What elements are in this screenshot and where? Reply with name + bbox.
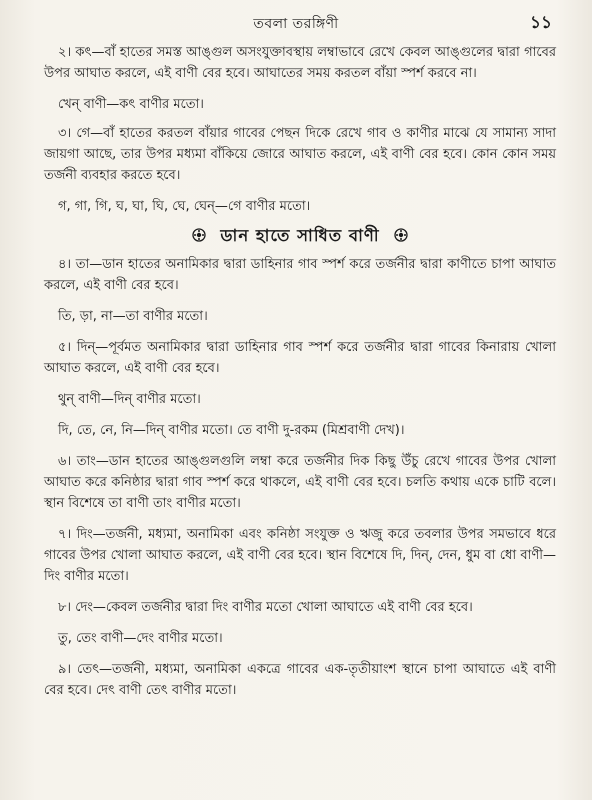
paragraph-bol-tet: ৯। তেৎ—তর্জনী, মধ্যমা, অনামিকা একত্রে গাবের এক-তৃতীয়াংশ স্থানে চাপা আঘাতে এই বাণী বের হবে। দেৎ বাণী তেৎ বাণীর মতো। <box>44 662 556 698</box>
paragraph-di-variants: দি, তে, নে, নি—দিন্ বাণীর মতো। তে বাণী দু-রকম (মিশ্রবাণী দেখ)। <box>58 423 405 438</box>
paragraph-bol-kat: ২। কৎ—বাঁ হাতের সমস্ত আঙ্গুল অসংযুক্তাবস্থায় লম্বাভাবে রেখে কেবল আঙ্গুলের দ্বারা গাবের উপর আঘাত করলে, এই বাণী বের হবে। আঘাতের সময় করতল বাঁয়া স্পর্শ করবে না। <box>44 45 556 81</box>
paragraph-bol-deng: ৮। দেং—কেবল তর্জনীর দ্বারা দিং বাণীর মতো খোলা আঘাতে এই বাণী বের হবে। <box>58 600 473 615</box>
star-flower-ornament-icon <box>192 228 206 242</box>
running-title: তবলা তরঙ্গিণী <box>253 16 339 32</box>
paragraph-khen: খেন্ বাণী—কৎ বাণীর মতো। <box>58 97 204 112</box>
paragraph-ti-variants: তি, ড়া, না—তা বাণীর মতো। <box>58 309 208 324</box>
paragraph-bol-din: ৫। দিন্—পূর্বমত অনামিকার দ্বারা ডাহিনার গাব স্পর্শ করে তর্জনীর দ্বারা গাবের কিনারায় খোলা আঘাত করলে, এই বাণী বের হবে। <box>44 340 556 376</box>
paragraph-tu-variants: তু, তেং বাণী—দেং বাণীর মতো। <box>58 631 223 646</box>
paragraph-ga-variants: গ, গা, গি, ঘ, ঘা, ঘি, ঘে, ঘেন্—গে বাণীর মতো। <box>58 199 311 214</box>
paragraph-bol-ge: ৩। গে—বাঁ হাতের করতল বাঁয়ার গাবের পেছন দিকে রেখে গাব ও কাণীর মাঝে যে সামান্য সাদা জায়গা আছে, তার উপর মধ্যমা বাঁকিয়ে জোরে আঘাত করলে, এই বাণী বের হবে। কোন কোন সময় তর্জনী ব্যবহার করতে হবে। <box>44 126 556 183</box>
page-header <box>0 10 592 36</box>
page-body <box>44 42 556 711</box>
star-flower-ornament-icon <box>394 228 408 242</box>
paragraph-bol-tang: ৬। তাং—ডান হাতের আঙ্গুলগুলি লম্বা করে তর্জনীর দিক কিছু উঁচু রেখে গাবের উপর খোলা আঘাত করে কনিষ্ঠার দ্বারা গাব স্পর্শ করে থাকলে, এই বাণী বের হবে। চলতি কথায় একে চাটি বলে। স্থান বিশেষে তা বাণী তাং বাণীর মতো। <box>44 454 556 511</box>
paragraph-bol-ta: ৪। তা—ডান হাতের অনামিকার দ্বারা ডাহিনার গাব স্পর্শ করে তর্জনীর দ্বারা কাণীতে চাপা আঘাত করলে, এই বাণী বের হবে। <box>44 257 556 293</box>
section-heading <box>44 225 556 246</box>
paragraph-bol-ding: ৭। দিং—তর্জনী, মধ্যমা, অনামিকা এবং কনিষ্ঠা সংযুক্ত ও ঋজু করে তবলার উপর সমভাবে ধরে গাবের উপর খোলা আঘাত করলে, এই বাণী বের হবে। স্থান বিশেষে দি, দিন্, দেন, ধুম বা ধো বাণী—দিং বাণীর মতো। <box>44 527 557 584</box>
paragraph-thun: থুন্ বাণী—দিন্ বাণীর মতো। <box>58 392 201 407</box>
section-heading-text: ডান হাতে সাধিত বাণী <box>220 226 380 245</box>
page-number: ১১ <box>529 13 552 33</box>
